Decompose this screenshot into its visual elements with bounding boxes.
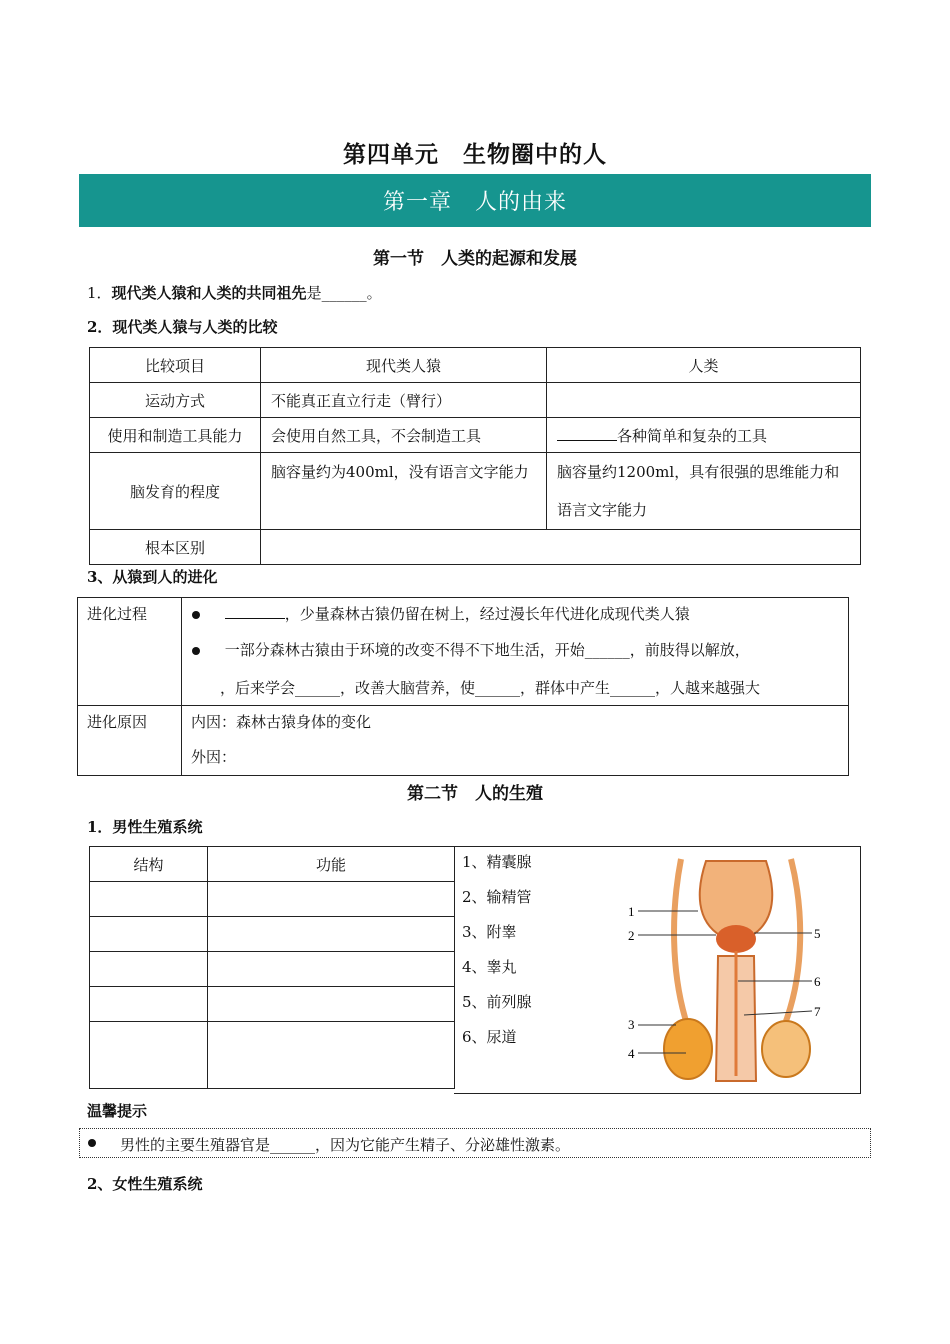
bullet-1 xyxy=(192,603,690,624)
evolution-table xyxy=(77,597,849,776)
list-item: 5、前列腺 xyxy=(462,993,532,1011)
tip-title: 温馨提示 xyxy=(87,1102,148,1120)
diagram-label-5: 5 xyxy=(814,926,821,941)
bullet2-line2: ，后来学会______，改善大脑营养，使______，群体中产生______，人越来越强大 xyxy=(220,679,761,697)
header-human: 人类 xyxy=(547,348,861,383)
row-item: 脑发育的程度 xyxy=(90,453,261,530)
organ-list xyxy=(462,849,532,1059)
diagram-label-2: 2 xyxy=(628,928,635,943)
header-structure: 结构 xyxy=(90,847,208,882)
row-human-text: 各种简单和复杂的工具 xyxy=(617,426,768,445)
external-cause: 外因： xyxy=(191,748,237,766)
header-ape: 现代类人猿 xyxy=(261,348,547,383)
row-item: 根本区别 xyxy=(90,530,261,565)
table-row xyxy=(90,383,861,418)
compare-table xyxy=(89,347,861,565)
tip-box xyxy=(79,1128,871,1158)
header-item: 比较项目 xyxy=(90,348,261,383)
bullet-icon xyxy=(192,647,200,655)
function-cell[interactable] xyxy=(208,987,455,1022)
male-reproductive-diagram xyxy=(626,851,856,1091)
row-human: 脑容量约1200ml，具有很强的思维能力和语言文字能力 xyxy=(547,453,861,530)
table-row xyxy=(90,453,861,530)
internal-cause: 内因：森林古猿身体的变化 xyxy=(191,713,372,731)
structure-cell[interactable] xyxy=(90,1022,208,1089)
q1-bold: 现代类人猿和人类的共同祖先 xyxy=(111,284,307,302)
header-function: 功能 xyxy=(208,847,455,882)
q1-rest: 是______。 xyxy=(306,284,382,302)
table-row xyxy=(90,418,861,453)
bullet-icon xyxy=(192,611,200,619)
row-ape: 不能真正直立行走（臂行） xyxy=(261,383,547,418)
table-row xyxy=(90,917,455,952)
bullet-icon xyxy=(88,1139,96,1147)
question-3-title: 3、从猿到人的进化 xyxy=(87,568,218,586)
table-row xyxy=(90,987,455,1022)
diagram-label-6: 6 xyxy=(814,974,821,989)
list-item: 1、精囊腺 xyxy=(462,853,532,871)
male-title: 1．男性生殖系统 xyxy=(87,818,203,836)
section2-title: 第二节 人的生殖 xyxy=(407,784,543,804)
reason-label: 进化原因 xyxy=(87,713,148,731)
list-item: 6、尿道 xyxy=(462,1028,517,1046)
list-item: 2、输精管 xyxy=(462,888,532,906)
tip-text: 男性的主要生殖器官是______，因为它能产生精子、分泌雄性激素。 xyxy=(120,1136,571,1154)
bullet2-line1: 一部分森林古猿由于环境的改变不得不下地生活，开始______，前肢得以解放， xyxy=(224,641,750,659)
diagram-label-1: 1 xyxy=(628,904,635,919)
row-ape: 会使用自然工具，不会制造工具 xyxy=(261,418,547,453)
question-1 xyxy=(87,282,382,303)
diagram-label-3: 3 xyxy=(628,1017,635,1032)
list-item: 4、睾丸 xyxy=(462,958,517,976)
chapter-title: 第一章 人的由来 xyxy=(382,190,567,215)
function-cell[interactable] xyxy=(208,1022,455,1089)
table-header-row xyxy=(90,847,455,882)
section1-title: 第一节 人类的起源和发展 xyxy=(373,249,577,269)
table-header-row xyxy=(90,348,861,383)
divider xyxy=(181,598,182,775)
diagram-label-4: 4 xyxy=(628,1046,635,1061)
fill-blank[interactable] xyxy=(225,618,285,619)
table-row xyxy=(90,1022,455,1089)
row-merged-input[interactable] xyxy=(261,530,861,565)
function-cell[interactable] xyxy=(208,952,455,987)
process-label: 进化过程 xyxy=(87,605,148,623)
structure-cell[interactable] xyxy=(90,917,208,952)
organ-panel xyxy=(454,846,861,1094)
bullet1-text: ，少量森林古猿仍留在树上，经过漫长年代进化成现代类人猿 xyxy=(284,605,690,623)
fill-blank[interactable] xyxy=(557,440,617,441)
unit-title: 第四单元 生物圈中的人 xyxy=(343,141,607,168)
structure-cell[interactable] xyxy=(90,952,208,987)
row-human xyxy=(547,418,861,453)
divider xyxy=(78,705,848,706)
function-cell[interactable] xyxy=(208,882,455,917)
table-row xyxy=(90,952,455,987)
male-structure-table xyxy=(89,846,455,1089)
row-ape: 脑容量约为400ml，没有语言文字能力 xyxy=(261,453,547,530)
table-row xyxy=(90,882,455,917)
list-item: 3、附睾 xyxy=(462,923,517,941)
table-row xyxy=(90,530,861,565)
question-2-title: 2．现代类人猿与人类的比较 xyxy=(87,318,278,336)
structure-cell[interactable] xyxy=(90,882,208,917)
function-cell[interactable] xyxy=(208,917,455,952)
row-item: 运动方式 xyxy=(90,383,261,418)
female-title: 2、女性生殖系统 xyxy=(87,1175,203,1193)
structure-cell[interactable] xyxy=(90,987,208,1022)
row-human-input[interactable] xyxy=(547,383,861,418)
q1-number: 1． xyxy=(87,284,112,302)
diagram-label-7: 7 xyxy=(814,1004,821,1019)
bullet-2 xyxy=(192,639,750,660)
chapter-banner xyxy=(79,174,871,227)
row-item: 使用和制造工具能力 xyxy=(90,418,261,453)
